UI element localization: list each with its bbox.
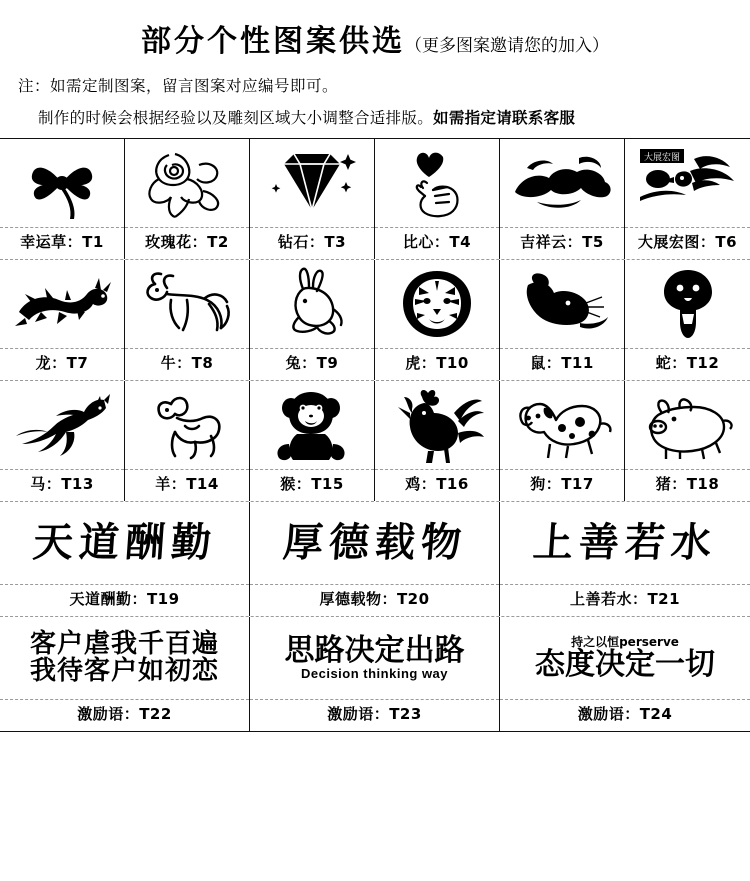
pattern-caption: 蛇：T12 — [655, 354, 720, 372]
calligraphy-art — [250, 502, 499, 584]
calligraphy-art — [0, 502, 249, 584]
pattern-row — [0, 381, 750, 502]
note-layout — [0, 96, 750, 138]
dog-icon — [500, 381, 624, 469]
auspicious-cloud-icon — [500, 139, 624, 227]
tiger-icon — [375, 260, 499, 348]
rooster-icon — [375, 381, 499, 469]
note-layout-plain: 制作的时候会根据经验以及雕刻区域大小调整合适排版。 — [38, 109, 434, 127]
pattern-cell-t5[interactable] — [500, 139, 625, 259]
pattern-caption: 钻石：T3 — [277, 233, 347, 251]
pattern-caption: 马：T13 — [30, 475, 94, 493]
motto-line-1: 客户虐我千百遍 — [29, 628, 219, 659]
calligraphy-text: 天道酬勤 — [30, 519, 219, 566]
motto-art — [0, 617, 249, 699]
pattern-grid — [0, 138, 750, 732]
monkey-icon — [250, 381, 374, 469]
pattern-caption: 吉祥云：T5 — [520, 233, 604, 251]
pattern-cell-t1[interactable] — [0, 139, 125, 259]
pattern-caption: 比心：T4 — [402, 233, 472, 251]
pattern-caption: 羊：T14 — [155, 475, 219, 493]
pattern-cell-t24[interactable] — [500, 617, 750, 731]
ox-icon — [125, 260, 249, 348]
four-leaf-clover-icon — [0, 139, 124, 227]
svg-text:大展宏图: 大展宏图 — [643, 153, 680, 163]
pattern-caption: 狗：T17 — [530, 475, 594, 493]
pattern-caption: 大展宏图：T6 — [637, 233, 738, 251]
motto-art — [500, 617, 750, 699]
pattern-cell-t9[interactable] — [250, 260, 375, 380]
rose-flower-icon — [125, 139, 249, 227]
motto-line-0: 持之以恒perserve — [571, 634, 679, 649]
pattern-caption: 鼠：T11 — [530, 354, 594, 372]
eagle-icon — [625, 139, 750, 227]
pattern-caption: 兔：T9 — [285, 354, 339, 372]
pattern-caption: 虎：T10 — [405, 354, 469, 372]
horse-icon — [0, 381, 124, 469]
pattern-cell-t14[interactable] — [125, 381, 250, 501]
motto-line-2: 我待客户如初恋 — [29, 656, 219, 686]
note-customization: 注：如需定制图案，留言图案对应编号即可。 — [18, 77, 339, 95]
pattern-caption: 天道酬勤：T19 — [69, 590, 180, 608]
pattern-cell-t17[interactable] — [500, 381, 625, 501]
pattern-cell-t8[interactable] — [125, 260, 250, 380]
pattern-caption: 厚德载物：T20 — [319, 590, 430, 608]
rat-icon — [500, 260, 624, 348]
pattern-row — [0, 260, 750, 381]
pattern-cell-t18[interactable] — [625, 381, 750, 501]
pattern-caption: 玫瑰花：T2 — [145, 233, 229, 251]
pattern-caption: 幸运草：T1 — [20, 233, 104, 251]
pattern-row — [0, 617, 750, 731]
motto-line-1: 态度决定一切 — [535, 646, 715, 682]
pattern-caption: 牛：T8 — [160, 354, 214, 372]
pattern-cell-t19[interactable] — [0, 502, 250, 616]
page-header — [0, 0, 750, 60]
pattern-cell-t2[interactable] — [125, 139, 250, 259]
pattern-row — [0, 502, 750, 617]
pattern-caption: 鸡：T16 — [405, 475, 469, 493]
pattern-cell-t21[interactable] — [500, 502, 750, 616]
snake-icon — [625, 260, 750, 348]
pattern-cell-t7[interactable] — [0, 260, 125, 380]
pattern-cell-t11[interactable] — [500, 260, 625, 380]
dragon-icon — [0, 260, 124, 348]
pattern-cell-t10[interactable] — [375, 260, 500, 380]
pattern-cell-t13[interactable] — [0, 381, 125, 501]
motto-line-1: 思路决定出路 — [284, 633, 465, 669]
pattern-caption: 龙：T7 — [35, 354, 89, 372]
pig-icon — [625, 381, 750, 469]
pattern-cell-t3[interactable] — [250, 139, 375, 259]
pattern-cell-t4[interactable] — [375, 139, 500, 259]
page-subtitle: （更多图案邀请您的加入） — [405, 36, 609, 56]
pattern-cell-t20[interactable] — [250, 502, 500, 616]
pattern-caption: 激励语：T22 — [77, 705, 172, 723]
pattern-cell-t12[interactable] — [625, 260, 750, 380]
pattern-cell-t16[interactable] — [375, 381, 500, 501]
calligraphy-text: 厚德载物 — [280, 519, 469, 566]
diamond-icon — [250, 139, 374, 227]
calligraphy-text: 上善若水 — [531, 519, 719, 566]
note-layout-bold: 如需指定请联系客服 — [433, 109, 576, 127]
rabbit-icon — [250, 260, 374, 348]
motto-art — [250, 617, 499, 699]
page-title: 部分个性图案供选 — [141, 24, 405, 59]
pattern-cell-t15[interactable] — [250, 381, 375, 501]
pattern-row — [0, 139, 750, 260]
pattern-caption: 激励语：T23 — [327, 705, 422, 723]
pattern-caption: 上善若水：T21 — [569, 590, 681, 608]
pattern-caption: 猪：T18 — [655, 475, 720, 493]
goat-icon — [125, 381, 249, 469]
motto-line-2: Decision thinking way — [300, 665, 449, 681]
calligraphy-art — [500, 502, 750, 584]
pattern-cell-t23[interactable] — [250, 617, 500, 731]
pattern-caption: 激励语：T24 — [577, 705, 673, 723]
pattern-cell-t6[interactable] — [625, 139, 750, 259]
pattern-cell-t22[interactable] — [0, 617, 250, 731]
pattern-caption: 猴：T15 — [280, 475, 344, 493]
finger-heart-icon — [375, 139, 499, 227]
